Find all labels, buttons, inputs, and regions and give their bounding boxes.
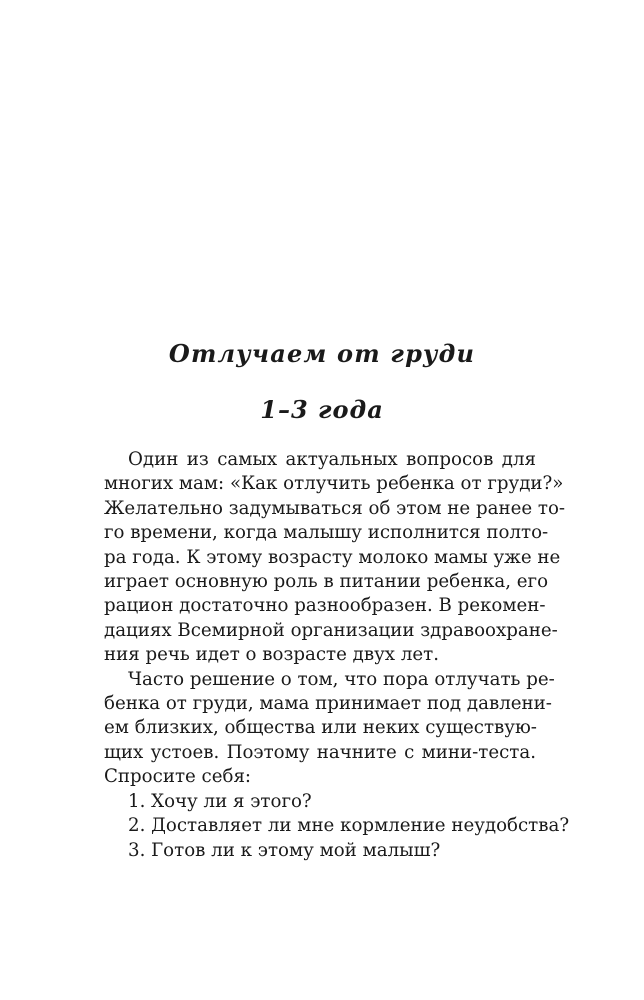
chapter-body <box>104 448 570 863</box>
text-line: ния речь идет о возрасте двух лет. <box>104 644 439 666</box>
text-line: го времени, когда малышу исполнится полто- <box>104 522 549 544</box>
text-line: ем близких, общества или неких существую- <box>104 717 537 739</box>
text-line: Часто решение о том, что пора отлучать ре- <box>128 668 555 690</box>
chapter-title: Отлучаем от груди <box>168 339 476 368</box>
list-item: 2. Доставляет ли мне кормление неудобства? <box>128 815 570 837</box>
text-line: Желательно задумываться об этом не ранее то- <box>104 497 566 519</box>
text-line: многих мам: «Как отлучить ребенка от груди?» <box>104 473 564 495</box>
list-item: 1. Хочу ли я этого? <box>128 790 312 812</box>
text-line: щих устоев. Поэтому начните с мини-теста. <box>104 741 536 763</box>
list-item: 3. Готов ли к этому мой малыш? <box>128 839 441 861</box>
text-line: бенка от груди, мама принимает под давлени- <box>104 693 552 715</box>
question-list <box>104 790 570 863</box>
text-line: дациях Всемирной организации здравоохране- <box>104 619 558 641</box>
text-line: Спросите себя: <box>104 766 252 788</box>
paragraph-decision <box>104 668 555 790</box>
text-line: Один из самых актуальных вопросов для <box>128 449 536 470</box>
chapter-subtitle: 1–3 года <box>260 395 384 424</box>
text-line: играет основную роль в питании ребенка, его <box>104 571 549 593</box>
text-line: рацион достаточно разнообразен. В рекомен- <box>104 595 546 617</box>
paragraph-intro <box>104 448 566 668</box>
text-line: ра года. К этому возрасту молоко мамы уже не <box>104 546 561 568</box>
